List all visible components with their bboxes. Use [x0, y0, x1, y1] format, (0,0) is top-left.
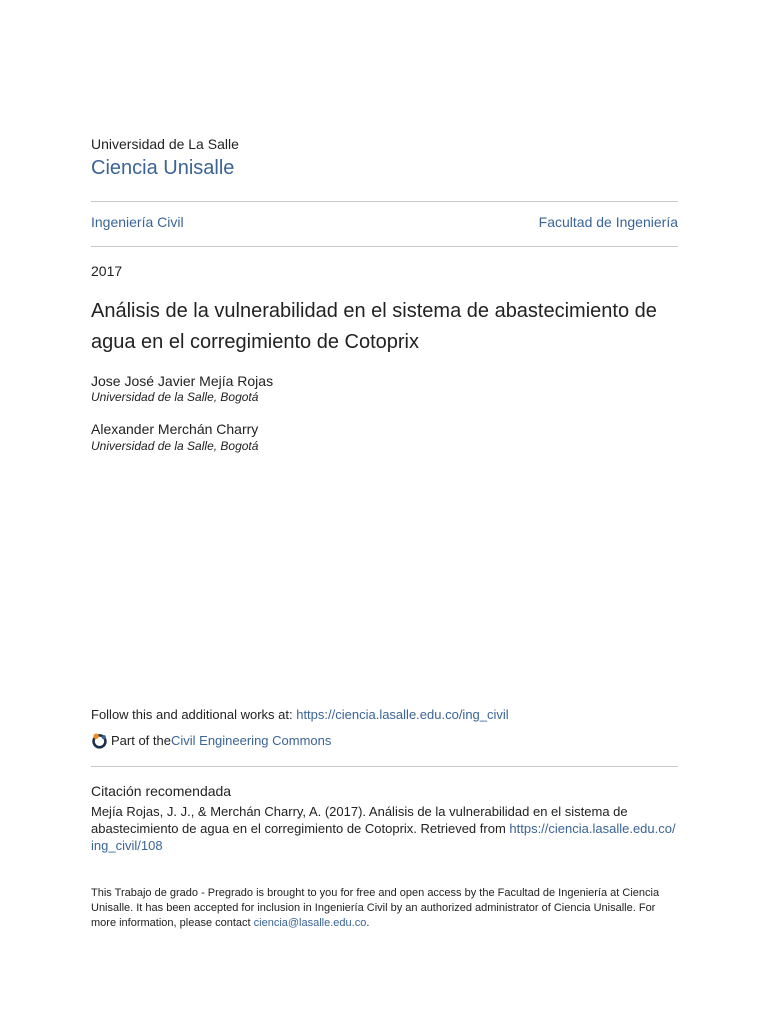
author-name: Jose José Javier Mejía Rojas [91, 373, 274, 389]
divider-citation [91, 766, 678, 767]
document-title: Análisis de la vulnerabilidad en el sistema de abastecimiento de agua en el corregimiento de Cotoprix [91, 300, 657, 353]
citation-url-part1: https://ciencia.lasalle.edu.co/ [509, 821, 676, 836]
network-commons-icon [91, 732, 108, 749]
author-affiliation: Universidad de la Salle, Bogotá [91, 390, 259, 404]
author-name: Alexander Merchán Charry [91, 421, 259, 437]
part-of-prefix: Part of the [111, 733, 171, 748]
publication-year: 2017 [91, 263, 123, 279]
commons-link[interactable]: Civil Engineering Commons [170, 733, 332, 748]
footer-notice [91, 886, 678, 931]
author-affiliation: Universidad de la Salle, Bogotá [91, 439, 259, 453]
faculty-link[interactable]: Facultad de Ingeniería [538, 214, 678, 230]
citation-heading: Citación recomendada [91, 783, 232, 799]
contact-email-link[interactable]: ciencia@lasalle.edu.co [253, 917, 367, 929]
footer-text: This Trabajo de grado - Pregrado is brought to you for free and open access by the Facultad de Ingeniería at Ciencia Unisalle. It has been accepted for inclusion in Ingeniería Civil by an authorized administrator of Ciencia Unisalle. For more information, please contact [91, 887, 660, 929]
institution-name: Universidad de La Salle [91, 136, 239, 152]
citation-url-part2: ing_civil/108 [91, 838, 163, 853]
repository-link[interactable]: Ciencia Unisalle [91, 157, 235, 179]
follow-prefix: Follow this and additional works at: [91, 707, 297, 722]
citation-body: Mejía Rojas, J. J., & Merchán Charry, A. (2017). Análisis de la vulnerabilidad en el sistema de abastecimiento de agua en el corregimiento de Cotoprix. Retrieved from [91, 804, 628, 836]
footer-end: . [366, 917, 370, 929]
series-link[interactable]: Ingeniería Civil [91, 214, 184, 230]
cover-page [91, 0, 678, 1024]
part-of-line [91, 732, 331, 749]
divider-nav [91, 246, 678, 247]
divider-top [91, 201, 678, 202]
follow-line [91, 707, 509, 722]
collection-url-link[interactable]: https://ciencia.lasalle.edu.co/ing_civil [296, 707, 509, 722]
citation-text [91, 803, 678, 854]
